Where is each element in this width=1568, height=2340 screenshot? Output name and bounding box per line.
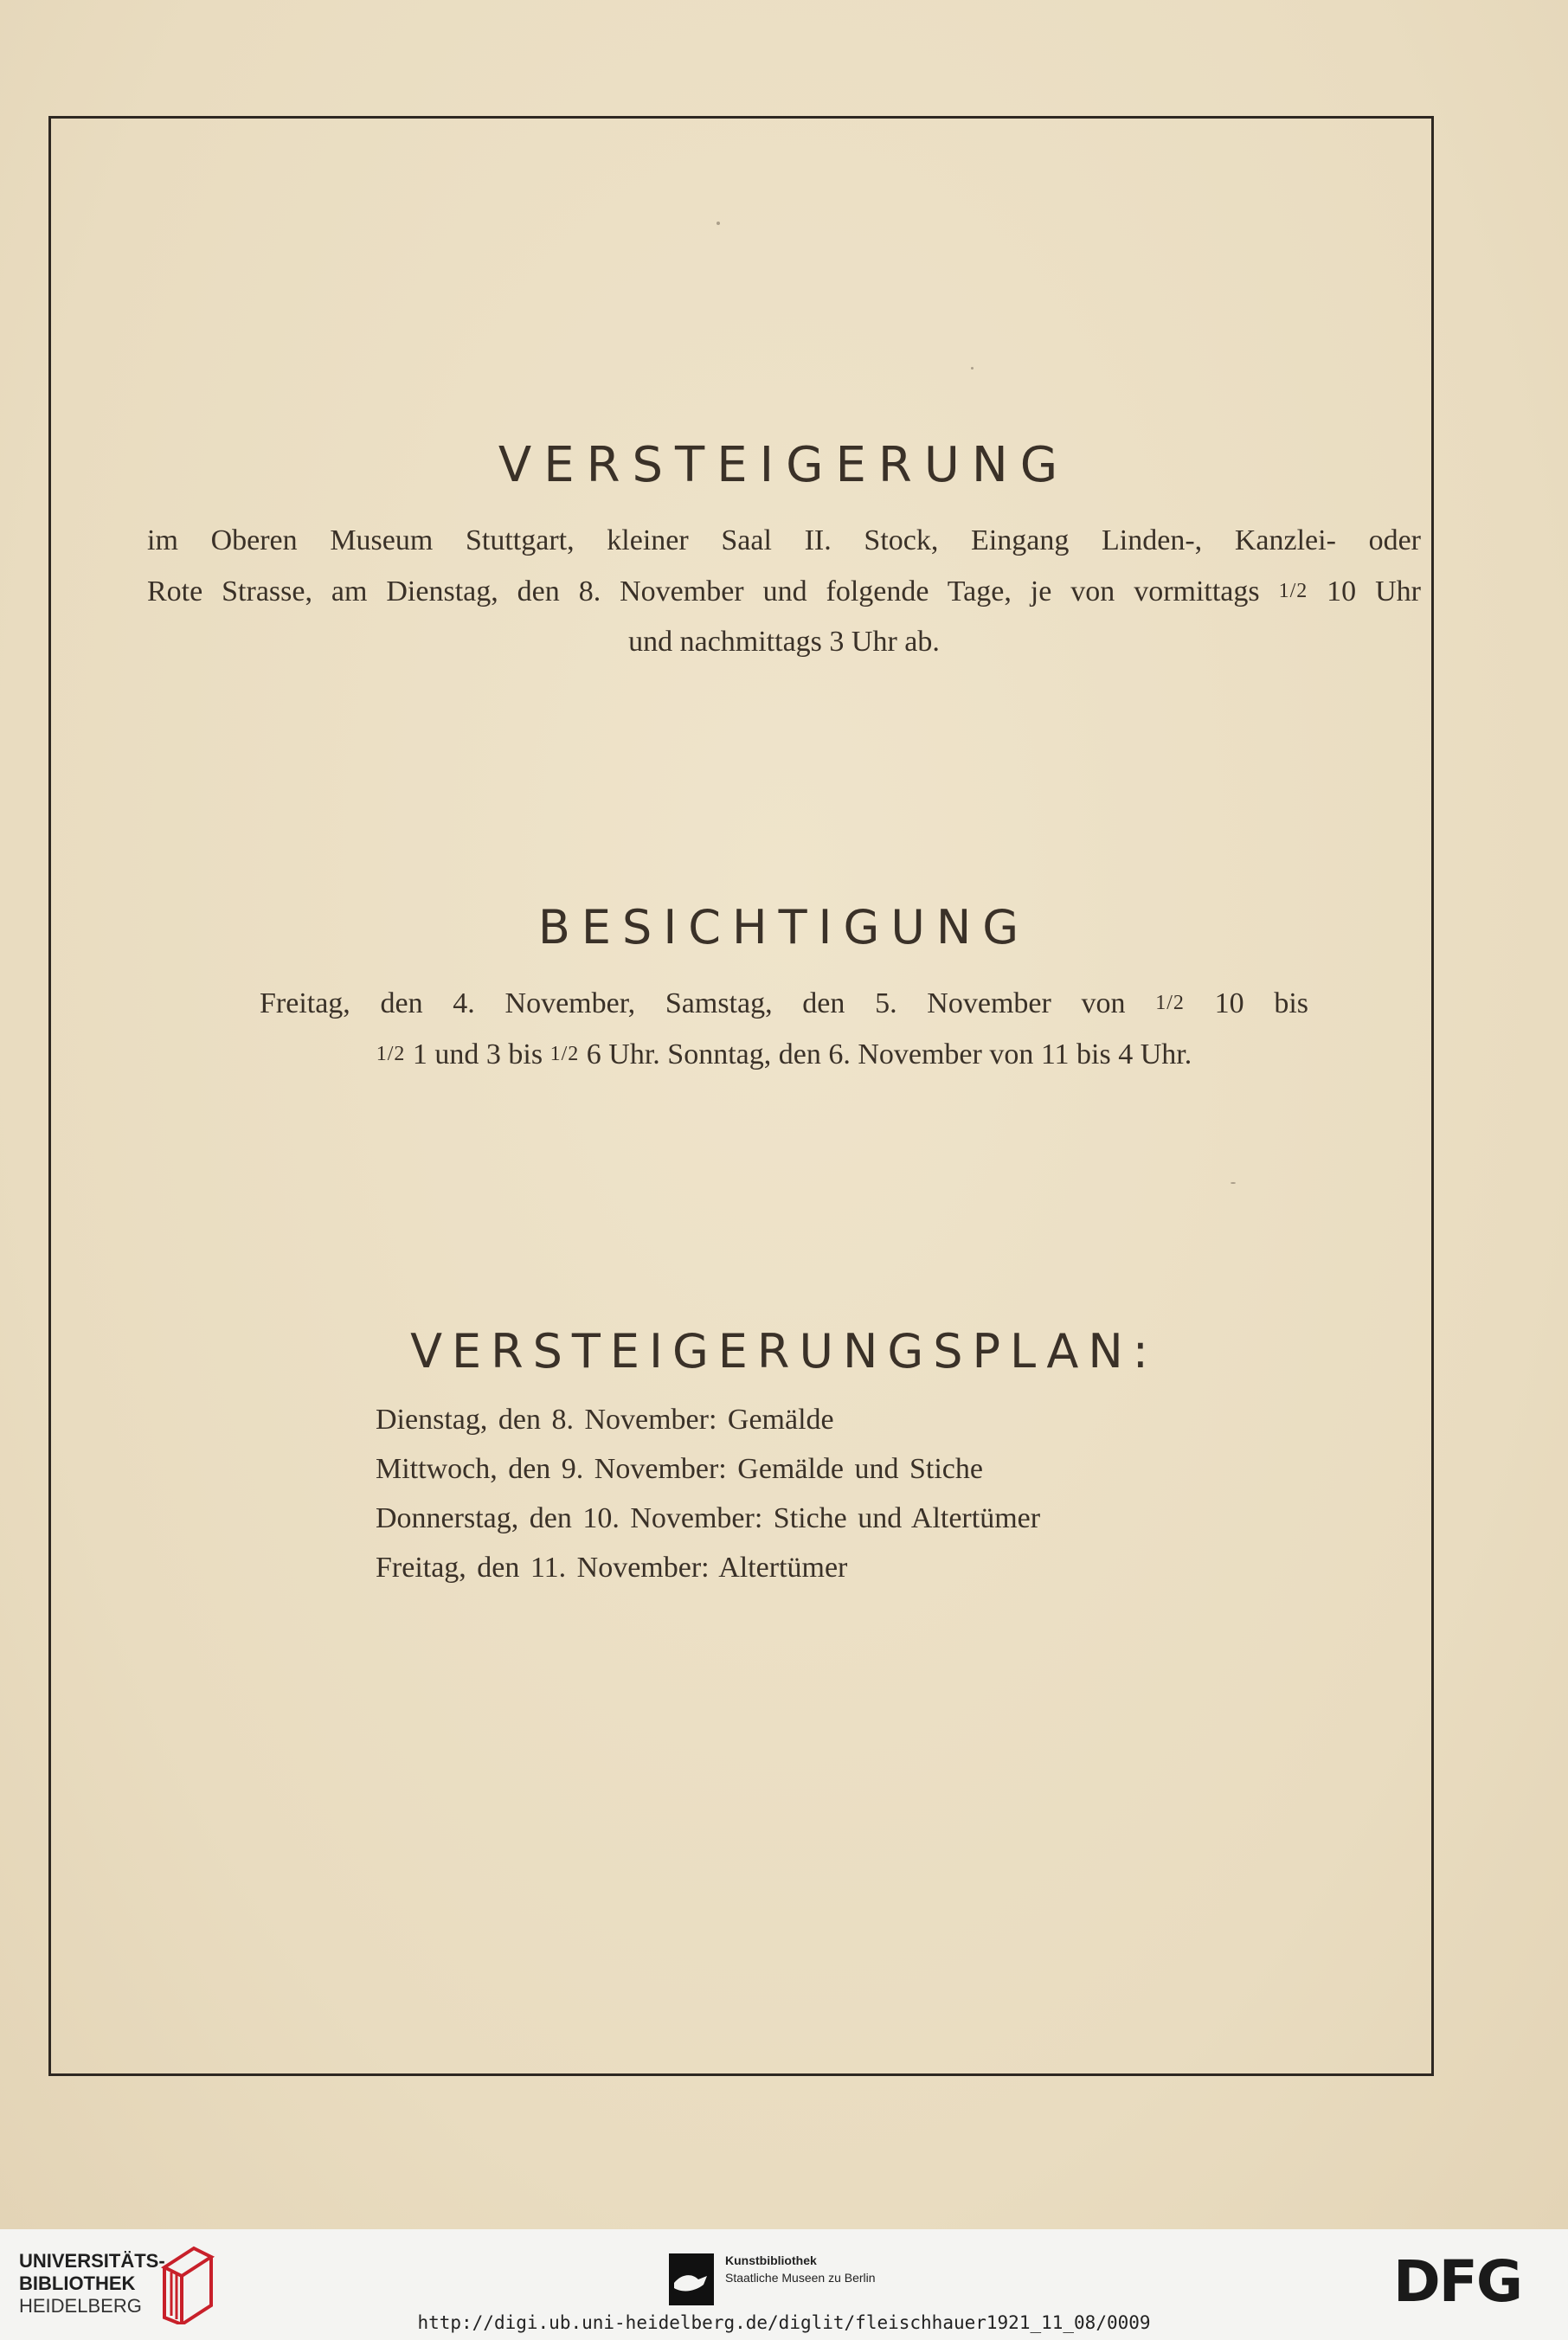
auction-line-1: im Oberen Museum Stuttgart, kleiner Saal II. Stock, Eingang Linden-, Kanzlei- oder: [147, 524, 1421, 556]
plan-items: Stiche und Altertümer: [773, 1502, 1041, 1534]
page-border-frame: [48, 116, 1434, 2076]
plan-date: Donnerstag, den 10. November:: [376, 1502, 763, 1534]
auction-paragraph: [147, 516, 1421, 667]
auction-line-3: und nachmittags 3 Uhr ab.: [628, 626, 940, 658]
viewing-line-1: [260, 978, 1308, 1029]
viewing-line-2-end: 6 Uhr. Sonntag, den 6. November von 11 bis 4 Uhr.: [586, 1038, 1192, 1070]
paper-speck: [717, 222, 720, 225]
page-url[interactable]: http://digi.ub.uni-heidelberg.de/diglit/fleischhauer1921_11_08/0009: [417, 2312, 1151, 2333]
fraction-half: 1/2: [549, 1043, 580, 1065]
dfg-logo[interactable]: DFG: [1393, 2248, 1522, 2315]
viewing-line-1-end: 10 bis: [1214, 987, 1309, 1019]
viewing-heading: BESICHTIGUNG: [537, 900, 1031, 955]
auction-heading: VERSTEIGERUNG: [498, 437, 1070, 493]
plan-date: Dienstag, den 8. November:: [376, 1404, 717, 1436]
plan-row: [376, 1395, 1154, 1444]
library-name-line-2: BIBLIOTHEK: [19, 2272, 136, 2294]
viewing-paragraph: [260, 978, 1308, 1080]
library-name-line-3: HEIDELBERG: [19, 2295, 142, 2317]
digitization-footer: [0, 2229, 1568, 2340]
fraction-half: 1/2: [376, 1043, 406, 1065]
plan-items: Gemälde: [727, 1404, 834, 1436]
auction-line-2-end: 10 Uhr: [1327, 575, 1421, 608]
fraction-half: 1/2: [1155, 992, 1185, 1014]
kunstbibliothek-icon: [669, 2253, 714, 2305]
viewing-line-2-mid: 1 und 3 bis: [412, 1038, 543, 1070]
plan-items: Gemälde und Stiche: [737, 1453, 983, 1485]
paper-speck: [971, 367, 974, 370]
plan-heading: VERSTEIGERUNGSPLAN:: [410, 1324, 1158, 1379]
plan-row: [376, 1494, 1154, 1543]
auction-line-2: [147, 566, 1421, 617]
plan-row: [376, 1543, 1154, 1592]
plan-row: [376, 1444, 1154, 1494]
viewing-line-1-text: Freitag, den 4. November, Samstag, den 5. November von: [260, 987, 1126, 1019]
viewing-line-2: [260, 1029, 1308, 1080]
kb-subtitle: Staatliche Museen zu Berlin: [725, 2271, 876, 2285]
kb-name: Kunstbibliothek: [725, 2253, 817, 2267]
plan-date: Freitag, den 11. November:: [376, 1552, 710, 1584]
fraction-half: 1/2: [1278, 580, 1308, 602]
kunstbibliothek-label: [725, 2252, 876, 2286]
plan-items: Altertümer: [718, 1552, 848, 1584]
plan-date: Mittwoch, den 9. November:: [376, 1453, 727, 1485]
paper-speck: [1231, 1182, 1236, 1184]
ub-heidelberg-logo[interactable]: [19, 2250, 165, 2318]
auction-plan-list: [376, 1395, 1154, 1592]
library-name-line-1: UNIVERSITÄTS-: [19, 2250, 165, 2272]
auction-line-2-text: Rote Strasse, am Dienstag, den 8. November und folgende Tage, je von vormittags: [147, 575, 1260, 608]
